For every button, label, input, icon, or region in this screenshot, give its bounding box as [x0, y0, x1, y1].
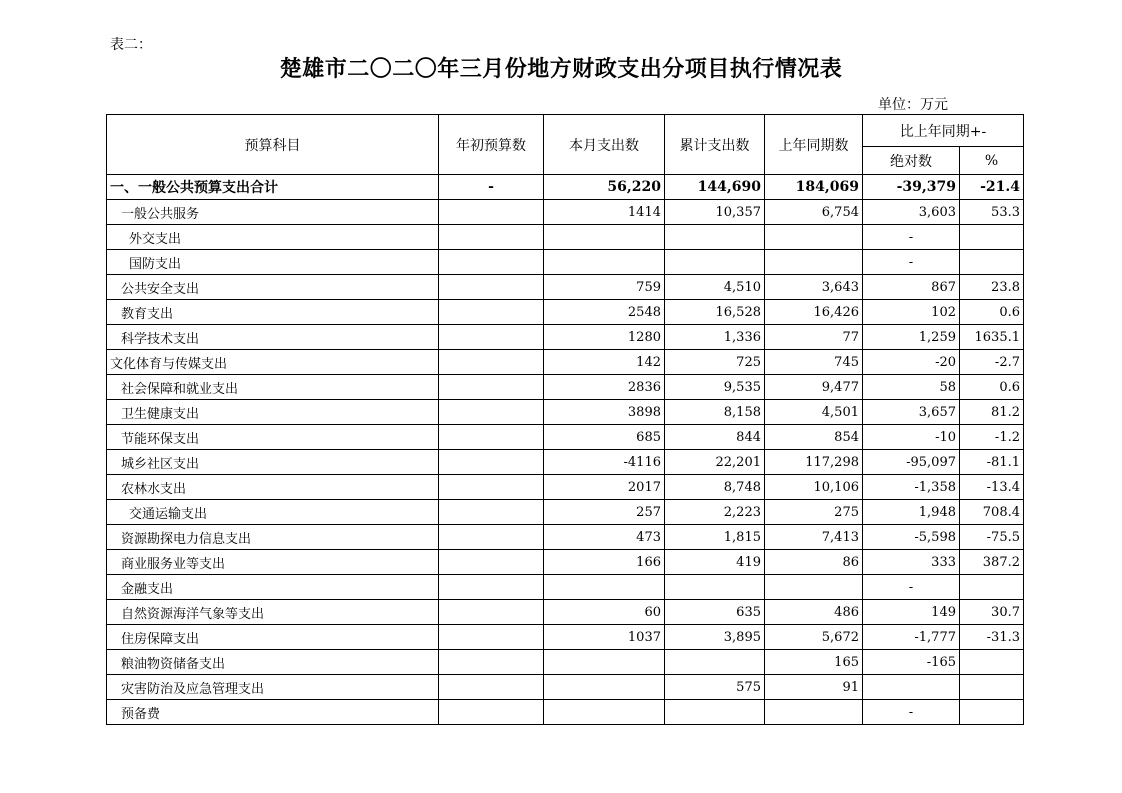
cell-subject: 一般公共服务	[107, 200, 439, 225]
cell-initial-budget	[439, 650, 544, 675]
cell-cumulative-spend: 8,158	[665, 400, 765, 425]
cell-subject: 灾害防治及应急管理支出	[107, 675, 439, 700]
cell-initial-budget	[439, 525, 544, 550]
header-cumulative-spend: 累计支出数	[665, 115, 765, 175]
table-row	[107, 175, 1024, 200]
cell-last-year-same: 77	[765, 325, 863, 350]
header-initial-budget: 年初预算数	[439, 115, 544, 175]
cell-absolute: -	[863, 225, 960, 250]
cell-absolute: -165	[863, 650, 960, 675]
cell-initial-budget	[439, 225, 544, 250]
table-row	[107, 200, 1024, 225]
table-row	[107, 675, 1024, 700]
cell-absolute: -39,379	[863, 175, 960, 200]
table-row	[107, 225, 1024, 250]
cell-last-year-same: 4,501	[765, 400, 863, 425]
cell-percent: -75.5	[960, 525, 1024, 550]
table-row	[107, 400, 1024, 425]
cell-subject: 教育支出	[107, 300, 439, 325]
header-subject: 预算科目	[107, 115, 439, 175]
cell-cumulative-spend	[665, 700, 765, 725]
cell-absolute	[863, 675, 960, 700]
cell-percent	[960, 700, 1024, 725]
cell-percent	[960, 650, 1024, 675]
table-row	[107, 350, 1024, 375]
cell-absolute: -	[863, 250, 960, 275]
cell-absolute: 333	[863, 550, 960, 575]
cell-last-year-same: 9,477	[765, 375, 863, 400]
cell-absolute: 3,657	[863, 400, 960, 425]
cell-initial-budget	[439, 575, 544, 600]
cell-percent	[960, 575, 1024, 600]
cell-month-spend: 166	[544, 550, 665, 575]
cell-percent: 30.7	[960, 600, 1024, 625]
cell-last-year-same: 184,069	[765, 175, 863, 200]
cell-percent	[960, 675, 1024, 700]
cell-absolute: -10	[863, 425, 960, 450]
cell-cumulative-spend: 635	[665, 600, 765, 625]
cell-month-spend: 759	[544, 275, 665, 300]
cell-month-spend: 142	[544, 350, 665, 375]
cell-cumulative-spend: 10,357	[665, 200, 765, 225]
cell-subject: 国防支出	[107, 250, 439, 275]
cell-absolute: 3,603	[863, 200, 960, 225]
cell-initial-budget	[439, 625, 544, 650]
cell-initial-budget	[439, 375, 544, 400]
cell-subject: 节能环保支出	[107, 425, 439, 450]
cell-cumulative-spend: 144,690	[665, 175, 765, 200]
cell-month-spend: 3898	[544, 400, 665, 425]
cell-cumulative-spend: 4,510	[665, 275, 765, 300]
cell-month-spend: 1037	[544, 625, 665, 650]
cell-month-spend: -4116	[544, 450, 665, 475]
cell-month-spend	[544, 675, 665, 700]
cell-initial-budget	[439, 675, 544, 700]
cell-initial-budget	[439, 700, 544, 725]
cell-subject: 文化体育与传媒支出	[107, 350, 439, 375]
cell-month-spend: 2836	[544, 375, 665, 400]
cell-percent: 387.2	[960, 550, 1024, 575]
cell-subject: 一、一般公共预算支出合计	[107, 175, 439, 200]
table-row	[107, 275, 1024, 300]
table-row	[107, 425, 1024, 450]
cell-initial-budget: -	[439, 175, 544, 200]
cell-subject: 住房保障支出	[107, 625, 439, 650]
cell-percent: 1635.1	[960, 325, 1024, 350]
table-row	[107, 500, 1024, 525]
table-row	[107, 575, 1024, 600]
table-row	[107, 375, 1024, 400]
table-header	[107, 115, 1024, 175]
cell-cumulative-spend: 16,528	[665, 300, 765, 325]
cell-last-year-same: 486	[765, 600, 863, 625]
cell-cumulative-spend: 1,815	[665, 525, 765, 550]
cell-subject: 社会保障和就业支出	[107, 375, 439, 400]
cell-percent: 0.6	[960, 300, 1024, 325]
table-row	[107, 700, 1024, 725]
cell-absolute: -1,777	[863, 625, 960, 650]
cell-absolute: -5,598	[863, 525, 960, 550]
cell-absolute: 58	[863, 375, 960, 400]
cell-last-year-same: 6,754	[765, 200, 863, 225]
cell-subject: 外交支出	[107, 225, 439, 250]
table-row	[107, 325, 1024, 350]
cell-subject: 资源勘探电力信息支出	[107, 525, 439, 550]
cell-cumulative-spend: 1,336	[665, 325, 765, 350]
cell-absolute: -	[863, 575, 960, 600]
cell-percent: 708.4	[960, 500, 1024, 525]
cell-percent: -81.1	[960, 450, 1024, 475]
cell-month-spend: 473	[544, 525, 665, 550]
cell-cumulative-spend	[665, 650, 765, 675]
cell-month-spend: 257	[544, 500, 665, 525]
cell-initial-budget	[439, 300, 544, 325]
cell-initial-budget	[439, 475, 544, 500]
cell-cumulative-spend: 725	[665, 350, 765, 375]
table-row	[107, 300, 1024, 325]
cell-absolute: -	[863, 700, 960, 725]
cell-last-year-same	[765, 250, 863, 275]
cell-cumulative-spend: 2,223	[665, 500, 765, 525]
cell-cumulative-spend: 9,535	[665, 375, 765, 400]
cell-subject: 商业服务业等支出	[107, 550, 439, 575]
cell-subject: 粮油物资储备支出	[107, 650, 439, 675]
table-row	[107, 475, 1024, 500]
cell-initial-budget	[439, 425, 544, 450]
cell-last-year-same: 165	[765, 650, 863, 675]
cell-month-spend: 1414	[544, 200, 665, 225]
cell-last-year-same: 117,298	[765, 450, 863, 475]
cell-cumulative-spend	[665, 250, 765, 275]
header-compare-group: 比上年同期+-	[863, 115, 1024, 147]
cell-last-year-same: 91	[765, 675, 863, 700]
cell-percent: -1.2	[960, 425, 1024, 450]
cell-initial-budget	[439, 325, 544, 350]
table-row	[107, 625, 1024, 650]
table-row	[107, 450, 1024, 475]
header-percent: %	[960, 147, 1024, 175]
cell-absolute: -95,097	[863, 450, 960, 475]
cell-percent: 53.3	[960, 200, 1024, 225]
cell-month-spend	[544, 650, 665, 675]
cell-cumulative-spend: 3,895	[665, 625, 765, 650]
cell-month-spend: 2017	[544, 475, 665, 500]
cell-last-year-same	[765, 225, 863, 250]
cell-last-year-same	[765, 575, 863, 600]
table-row	[107, 650, 1024, 675]
table-row	[107, 525, 1024, 550]
cell-month-spend	[544, 700, 665, 725]
cell-initial-budget	[439, 550, 544, 575]
cell-absolute: 149	[863, 600, 960, 625]
cell-subject: 科学技术支出	[107, 325, 439, 350]
cell-subject: 公共安全支出	[107, 275, 439, 300]
cell-subject: 城乡社区支出	[107, 450, 439, 475]
cell-cumulative-spend: 22,201	[665, 450, 765, 475]
table-row	[107, 250, 1024, 275]
cell-subject: 金融支出	[107, 575, 439, 600]
cell-last-year-same: 745	[765, 350, 863, 375]
cell-cumulative-spend	[665, 575, 765, 600]
cell-subject: 交通运输支出	[107, 500, 439, 525]
cell-last-year-same: 854	[765, 425, 863, 450]
cell-percent: -21.4	[960, 175, 1024, 200]
table-body	[107, 175, 1024, 725]
cell-last-year-same: 275	[765, 500, 863, 525]
page-title: 楚雄市二〇二〇年三月份地方财政支出分项目执行情况表	[279, 57, 843, 82]
expenditure-table	[106, 114, 1024, 725]
cell-last-year-same: 5,672	[765, 625, 863, 650]
cell-month-spend: 1280	[544, 325, 665, 350]
header-last-year-same: 上年同期数	[765, 115, 863, 175]
cell-initial-budget	[439, 200, 544, 225]
cell-percent	[960, 225, 1024, 250]
table-row	[107, 600, 1024, 625]
cell-absolute: 1,948	[863, 500, 960, 525]
cell-cumulative-spend: 8,748	[665, 475, 765, 500]
cell-month-spend: 56,220	[544, 175, 665, 200]
table-row	[107, 550, 1024, 575]
cell-month-spend	[544, 575, 665, 600]
cell-subject: 农林水支出	[107, 475, 439, 500]
cell-initial-budget	[439, 600, 544, 625]
cell-cumulative-spend: 575	[665, 675, 765, 700]
header-absolute: 绝对数	[863, 147, 960, 175]
cell-last-year-same: 3,643	[765, 275, 863, 300]
cell-last-year-same	[765, 700, 863, 725]
cell-last-year-same: 10,106	[765, 475, 863, 500]
cell-percent: -2.7	[960, 350, 1024, 375]
cell-subject: 自然资源海洋气象等支出	[107, 600, 439, 625]
cell-month-spend	[544, 225, 665, 250]
cell-initial-budget	[439, 250, 544, 275]
table-label: 表二：	[110, 37, 152, 53]
cell-initial-budget	[439, 450, 544, 475]
cell-initial-budget	[439, 400, 544, 425]
cell-absolute: 867	[863, 275, 960, 300]
cell-last-year-same: 7,413	[765, 525, 863, 550]
cell-initial-budget	[439, 275, 544, 300]
cell-initial-budget	[439, 500, 544, 525]
cell-percent: -31.3	[960, 625, 1024, 650]
cell-cumulative-spend	[665, 225, 765, 250]
cell-percent: -13.4	[960, 475, 1024, 500]
cell-percent: 23.8	[960, 275, 1024, 300]
header-month-spend: 本月支出数	[544, 115, 665, 175]
cell-last-year-same: 16,426	[765, 300, 863, 325]
cell-last-year-same: 86	[765, 550, 863, 575]
cell-month-spend	[544, 250, 665, 275]
cell-percent: 0.6	[960, 375, 1024, 400]
cell-month-spend: 60	[544, 600, 665, 625]
cell-absolute: -1,358	[863, 475, 960, 500]
cell-subject: 卫生健康支出	[107, 400, 439, 425]
cell-absolute: 1,259	[863, 325, 960, 350]
cell-subject: 预备费	[107, 700, 439, 725]
cell-cumulative-spend: 844	[665, 425, 765, 450]
cell-initial-budget	[439, 350, 544, 375]
cell-month-spend: 2548	[544, 300, 665, 325]
cell-month-spend: 685	[544, 425, 665, 450]
cell-absolute: 102	[863, 300, 960, 325]
unit-note: 单位：万元	[878, 97, 948, 113]
cell-percent	[960, 250, 1024, 275]
cell-percent: 81.2	[960, 400, 1024, 425]
cell-absolute: -20	[863, 350, 960, 375]
cell-cumulative-spend: 419	[665, 550, 765, 575]
